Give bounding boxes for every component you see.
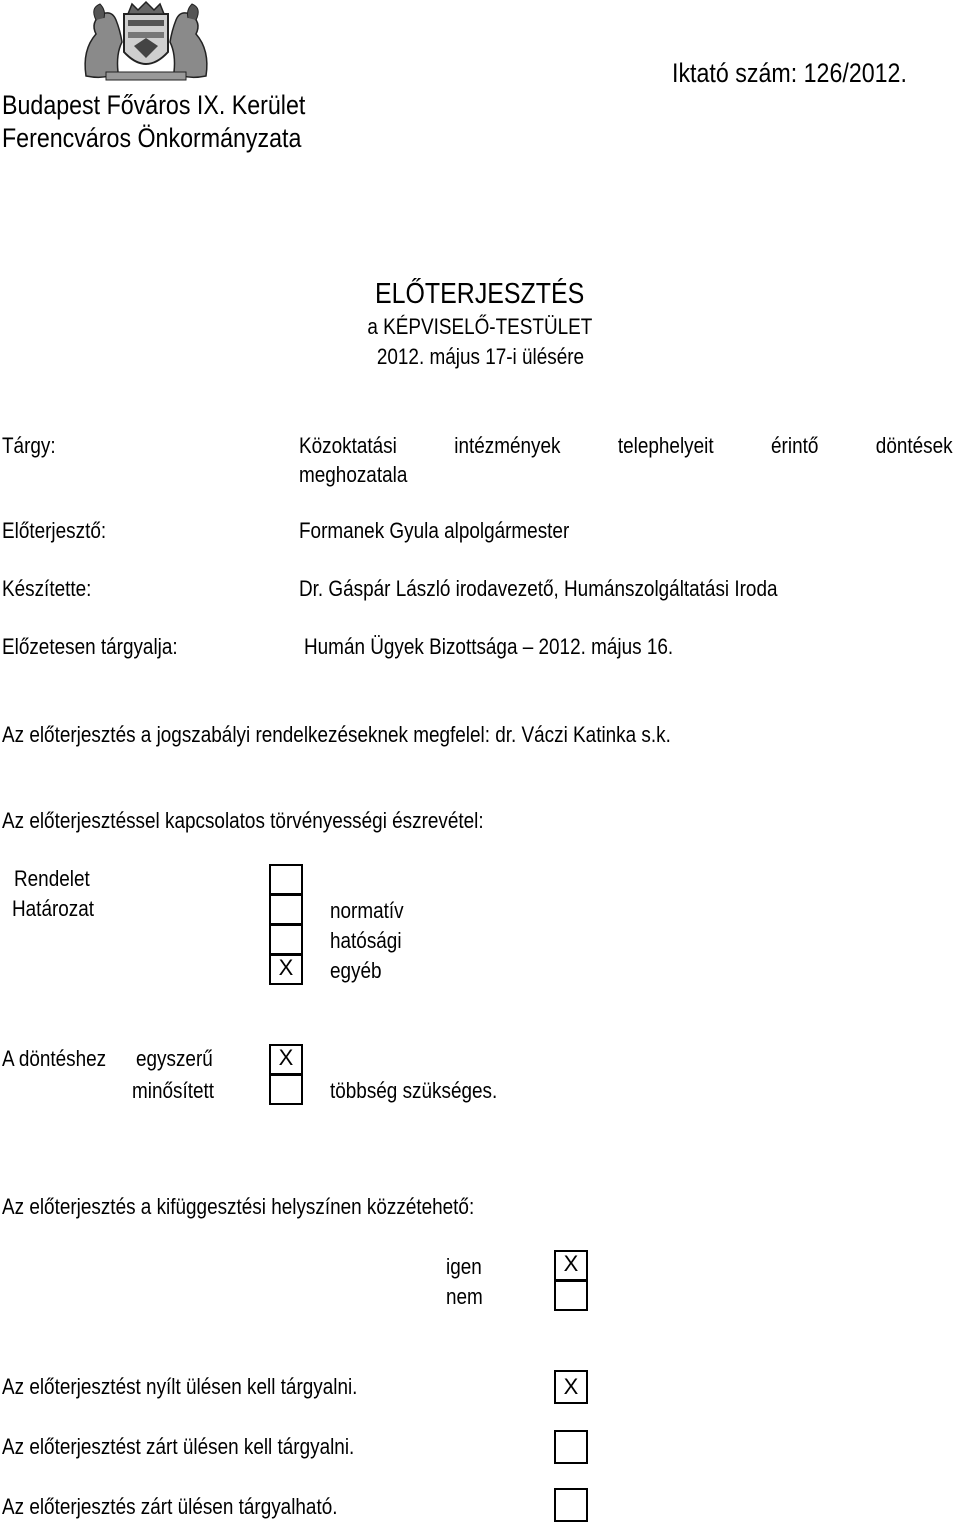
normativ-label: normatív [330, 898, 404, 923]
publication-no-checkbox[interactable] [554, 1280, 588, 1311]
prepared-by-label: Készítette: [2, 576, 92, 601]
hatosagi-checkbox[interactable] [269, 924, 303, 955]
egyeb-checkbox[interactable]: X [269, 954, 303, 985]
org-name-line1: Budapest Főváros IX. Kerület [2, 90, 306, 120]
closed-session-checkbox[interactable] [554, 1430, 588, 1464]
publication-no-label: nem [446, 1284, 483, 1309]
closed-session-label: Az előterjesztést zárt ülésen kell tárgyalni. [2, 1434, 355, 1459]
subject-value-cont: meghozatala [299, 462, 408, 487]
publication-question: Az előterjesztés a kifüggesztési helyszínen közzétehető: [2, 1194, 475, 1219]
hatosagi-label: hatósági [330, 928, 402, 953]
qualified-majority-checkbox[interactable] [269, 1074, 303, 1105]
presenter-value: Formanek Gyula alpolgármester [299, 518, 570, 543]
coat-of-arms-icon [76, 0, 216, 84]
open-session-label: Az előterjesztést nyílt ülésen kell tárgyalni. [2, 1374, 358, 1399]
document-title: ELŐTERJESZTÉS [375, 278, 585, 310]
closed-session-possible-label: Az előterjesztés zárt ülésen tárgyalható. [2, 1494, 338, 1519]
simple-majority-checkbox[interactable]: X [269, 1044, 303, 1075]
publication-yes-label: igen [446, 1254, 482, 1279]
presenter-label: Előterjesztő: [2, 518, 107, 543]
majority-suffix: többség szükséges. [330, 1078, 498, 1103]
prior-discussion-value: Humán Ügyek Bizottsága – 2012. május 16. [304, 634, 674, 659]
prior-discussion-label: Előzetesen tárgyalja: [2, 634, 178, 659]
legal-compliance: Az előterjesztés a jogszabályi rendelkezéseknek megfelel: dr. Váczi Katinka s.k. [2, 722, 671, 747]
subject-label: Tárgy: [2, 433, 56, 458]
rendelet-label: Rendelet [14, 866, 90, 891]
open-session-checkbox[interactable]: X [554, 1370, 588, 1404]
subject-value: Közoktatási intézmények telephelyeit érintő döntések [299, 433, 953, 458]
simple-majority-label: egyszerű [136, 1046, 213, 1071]
prepared-by-value: Dr. Gáspár László irodavezető, Humánszolgáltatási Iroda [299, 576, 778, 601]
hatarozat-label: Határozat [12, 896, 95, 921]
document-subtitle: a KÉPVISELŐ-TESTÜLET [367, 314, 593, 339]
publication-yes-checkbox[interactable]: X [554, 1250, 588, 1281]
registration-number: Iktató szám: 126/2012. [672, 58, 907, 88]
qualified-majority-label: minősített [132, 1078, 215, 1103]
closed-session-possible-checkbox[interactable] [554, 1488, 588, 1522]
org-name-line2: Ferencváros Önkormányzata [2, 123, 302, 153]
majority-label: A döntéshez [2, 1046, 107, 1071]
rendelet-checkbox[interactable] [269, 864, 303, 895]
legality-remark: Az előterjesztéssel kapcsolatos törvényességi észrevétel: [2, 808, 484, 833]
meeting-date: 2012. május 17-i ülésére [376, 344, 584, 369]
normativ-checkbox[interactable] [269, 894, 303, 925]
egyeb-label: egyéb [330, 958, 382, 983]
